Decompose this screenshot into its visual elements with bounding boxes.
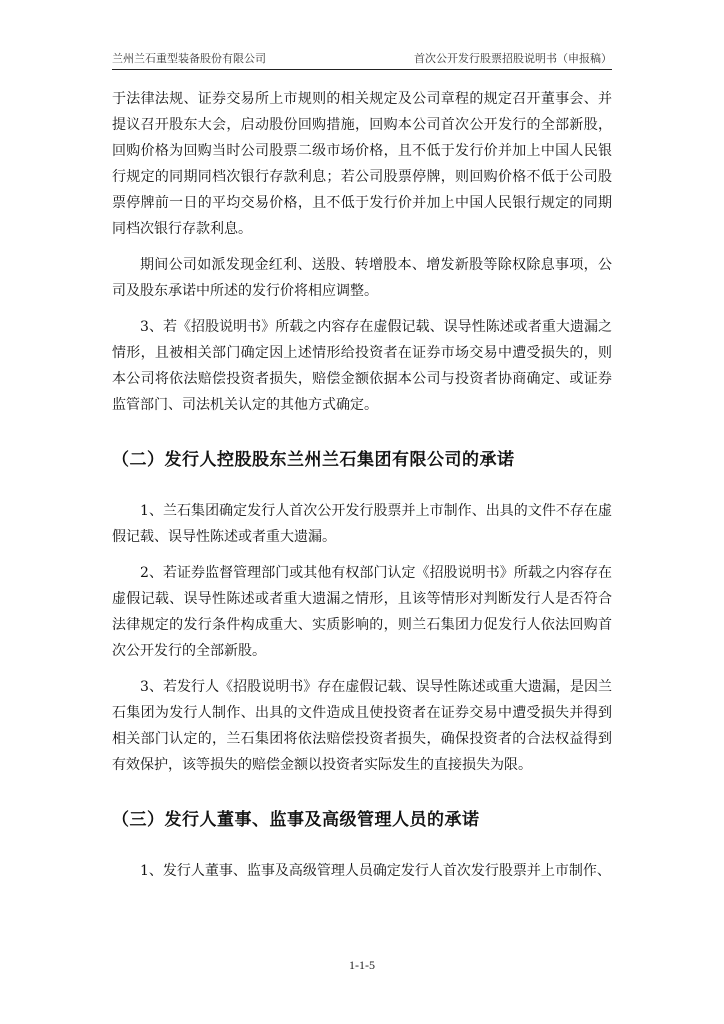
paragraph-shareholder-item-2: 2、若证券监督管理部门或其他有权部门认定《招股说明书》所载之内容存在虚假记载、误导性陈述或者重大遗漏之情形，且该等情形对判断发行人是否符合法律规定的发行条件构成重大、实质影响的，则兰石集团力促发行人依法回购首次公开发行的全部新股。 xyxy=(112,565,612,659)
page-number: 1-1-5 xyxy=(349,958,375,972)
header-rule xyxy=(112,69,612,70)
section-heading-controlling-shareholder: （二）发行人控股股东兰州兰石集团有限公司的承诺 xyxy=(112,450,515,470)
paragraph-directors-item-1: 1、发行人董事、监事及高级管理人员确定发行人首次发行股票并上市制作、 xyxy=(140,863,611,879)
paragraph-shareholder-item-3: 3、若发行人《招股说明书》存在虚假记载、误导性陈述或重大遗漏，是因兰石集团为发行人制作、出具的文件造成且使投资者在证券交易中遭受损失并得到相关部门认定的，兰石集团将依法赔偿投资者损失，确保投资者的合法权益得到有效保护，该等损失的赔偿金额以投资者实际发生的直接损失为限。 xyxy=(112,679,612,773)
document-body xyxy=(112,86,612,884)
paragraph-buyback-continuation: 于法律法规、证券交易所上市规则的相关规定及公司章程的规定召开董事会、并提议召开股东大会，启动股份回购措施，回购本公司首次公开发行的全部新股，回购价格为回购当时公司股票二级市场价格，且不低于发行价并加上中国人民银行规定的同期同档次银行存款利息；若公司股票停牌，则回购价格不低于公司股票停牌前一日的平均交易价格，且不低于发行价并加上中国人民银行规定的同期同档次银行存款利息。 xyxy=(112,91,612,237)
page-header xyxy=(112,50,612,68)
header-document-title: 首次公开发行股票招股说明书（申报稿） xyxy=(414,52,612,65)
header-company-name: 兰州兰石重型装备股份有限公司 xyxy=(112,52,266,65)
section-heading-directors-supervisors: （三）发行人董事、监事及高级管理人员的承诺 xyxy=(112,810,480,830)
paragraph-shareholder-item-1: 1、兰石集团确定发行人首次公开发行股票并上市制作、出具的文件不存在虚假记载、误导性陈述或者重大遗漏。 xyxy=(112,503,612,545)
paragraph-price-adjustment: 期间公司如派发现金红利、送股、转增股本、增发新股等除权除息事项，公司及股东承诺中所述的发行价将相应调整。 xyxy=(112,257,612,299)
paragraph-item-3-compensation: 3、若《招股说明书》所载之内容存在虚假记载、误导性陈述或者重大遗漏之情形，且被相关部门确定因上述情形给投资者在证券市场交易中遭受损失的，则本公司将依法赔偿投资者损失，赔偿金额依据本公司与投资者协商确定、或证券监管部门、司法机关认定的其他方式确定。 xyxy=(112,319,612,413)
